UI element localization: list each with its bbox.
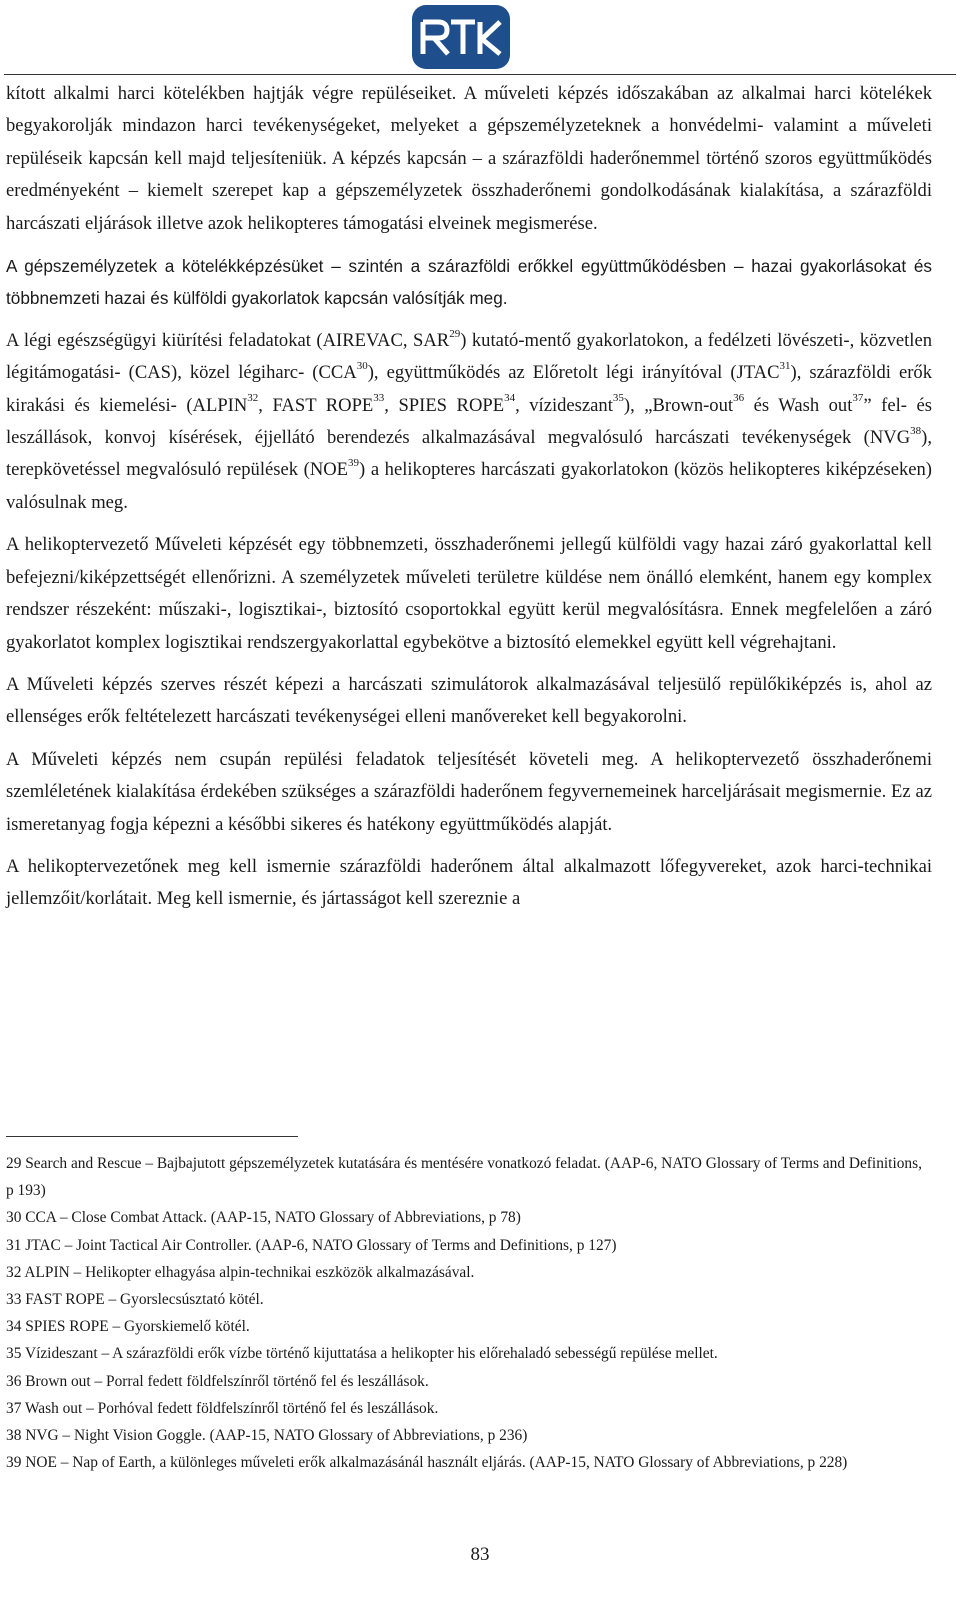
footnote-38: 38 NVG – Night Vision Goggle. (AAP-15, NATO Glossary of Abbreviations, p 236) [6, 1427, 528, 1445]
paragraph-2: A gépszemélyzetek a kötelékképzésüket – szintén a szárazföldi erőkkel együttműködésben – hazai gyakorlásokat és többnemzeti hazai és külföldi gyakorlatok kapcsán valósítják meg. [6, 256, 932, 309]
footnote-ref-38[interactable]: 38 [910, 424, 922, 437]
footnote-separator [6, 1136, 298, 1137]
footnote-35: 35 Vízideszant – A szárazföldi erők vízbe történő kijuttatása a helikopter his előrehaladó sebességű repülése mellet. [6, 1345, 718, 1363]
footnote-ref-36[interactable]: 36 [733, 392, 745, 405]
page-header [0, 0, 960, 74]
paragraph-4: A helikoptervezető Műveleti képzését egy többnemzeti, összhaderőnemi jellegű külföldi vagy hazai záró gyakorlattal kell befejezni/kiképzettségét ellenőrizni. A személyzetek műveleti területre küldése nem önálló elemként, hanem egy komplex rendszer részeként: műszaki-, logisztikai-, biztosító csoportokkal együtt kerül megvalósításra. Ennek megfelelően a záró gyakorlatot komplex logisztikai rendszergyakorlattal egybekötve a biztosító elemekkel együtt kell végrehajtani. [6, 534, 932, 653]
footnote-ref-33[interactable]: 33 [373, 392, 385, 405]
p3-text-8: ), „Brown-out [623, 394, 734, 416]
footnotes [6, 1150, 932, 1476]
p3-text-7: , vízideszant [515, 394, 613, 416]
paragraph-3 [6, 325, 932, 519]
footnote-ref-39[interactable]: 39 [348, 457, 360, 470]
footnote-39: 39 NOE – Nap of Earth, a különleges műveleti erők alkalmazásánál használt eljárás. (AAP-15, NATO Glossary of Abbreviations, p 228) [6, 1454, 848, 1472]
header-divider [4, 74, 956, 75]
footnote-29: 29 Search and Rescue – Bajbajutott gépszemélyzetek kutatására és mentésére vonatkozó feladat. (AAP-6, NATO Glossary of Terms and Definitions, p 193) [6, 1155, 922, 1200]
rtk-logo-mark [420, 17, 502, 57]
footnote-ref-31[interactable]: 31 [779, 360, 791, 373]
p3-text-6: , SPIES ROPE [384, 394, 505, 416]
footnote-32: 32 ALPIN – Helikopter elhagyása alpin-technikai eszközök alkalmazásával. [6, 1263, 475, 1281]
p3-text-11: ), terepkövetéssel megvalósuló repülések (NOE [6, 427, 932, 481]
p3-text-4: ), szárazföldi erők kirakási és kiemelési- (ALPIN [6, 362, 933, 416]
footnote-ref-29[interactable]: 29 [449, 327, 461, 340]
rtk-logo [412, 5, 510, 69]
footnote-34: 34 SPIES ROPE – Gyorskiemelő kötél. [6, 1318, 250, 1336]
paragraph-5: A Műveleti képzés szerves részét képezi a harcászati szimulátorok alkalmazásával teljesülő repülőkiképzés is, ahol az ellenséges erők feltételezett harcászati tevékenységei elleni manővereket kell begyakorolni. [6, 673, 932, 728]
paragraph-6: A Műveleti képzés nem csupán repülési feladatok teljesítését követeli meg. A helikoptervezető összhaderőnemi szemléletének kialakítása érdekében szükséges a szárazföldi haderőnem fegyvernemeinek harceljárásait megismernie. Ez az ismeretanyag fogja képezni a későbbi sikeres és hatékony együttműködés alapját. [6, 748, 932, 835]
footnote-ref-37[interactable]: 37 [852, 392, 864, 405]
footnote-33: 33 FAST ROPE – Gyorslecsúsztató kötél. [6, 1291, 264, 1309]
p3-text-1: A légi egészségügyi kiürítési feladatokat (AIREVAC, SAR [6, 329, 450, 351]
paragraph-1: kított alkalmi harci kötelékben hajtják végre repüléseiket. A műveleti képzés időszakában az alkalmai harci kötelékek begyakorolják mindazon harci tevékenységeket, melyeket a gépszemélyzeteknek a honvédelmi- valamint a műveleti repüléseik kapcsán kell majd teljesíteniük. A képzés kapcsán – a szárazföldi haderőnemmel történő szoros együttműködés eredményeként – kiemelt szerepet kap a gépszemélyzetek összhaderőnemi gondolkodásának kialakítása, a szárazföldi harcászati eljárások illetve azok helikopteres támogatási elveinek megismerése. [6, 83, 932, 234]
paragraph-7: A helikoptervezetőnek meg kell ismernie szárazföldi haderőnem által alkalmazott lőfegyvereket, azok harci-technikai jellemzőit/korlátait. Meg kell ismernie, és jártasságot kell szereznie a [6, 855, 932, 910]
p3-text-5: , FAST ROPE [258, 394, 374, 416]
footnote-36: 36 Brown out – Porral fedett földfelszínről történő fel és leszállások. [6, 1372, 429, 1390]
footnote-37: 37 Wash out – Porhóval fedett földfelszínről történő fel és leszállások. [6, 1399, 439, 1417]
page-number: 83 [470, 1544, 490, 1565]
p3-text-3: ), együttműködés az Előretolt légi irányítóval (JTAC [367, 362, 780, 384]
main-text [6, 78, 932, 926]
p3-text-10: ” fel- és leszállások, konvoj kísérések, éjjellátó berendezés alkalmazásával megvalósuló harcászati tevékenységek (NVG [6, 394, 932, 449]
footnote-31: 31 JTAC – Joint Tactical Air Controller. (AAP-6, NATO Glossary of Terms and Definitions, p 127) [6, 1236, 617, 1254]
footnote-ref-32[interactable]: 32 [247, 392, 259, 405]
footnote-30: 30 CCA – Close Combat Attack. (AAP-15, NATO Glossary of Abbreviations, p 78) [6, 1209, 521, 1227]
p3-text-9: és Wash out [744, 394, 853, 416]
footnote-ref-30[interactable]: 30 [356, 360, 368, 373]
footnote-ref-35[interactable]: 35 [612, 392, 624, 405]
footnote-ref-34[interactable]: 34 [504, 392, 516, 405]
p3-text-12: ) a helikopteres harcászati gyakorlatokon (közös helikopteres kiképzéseken) valósulnak meg. [6, 459, 932, 513]
p3-text-2: ) kutató-mentő gyakorlatokon, a fedélzeti lövészeti-, közvetlen légitámogatási- (CAS), közel légiharc- (CCA [6, 329, 933, 384]
